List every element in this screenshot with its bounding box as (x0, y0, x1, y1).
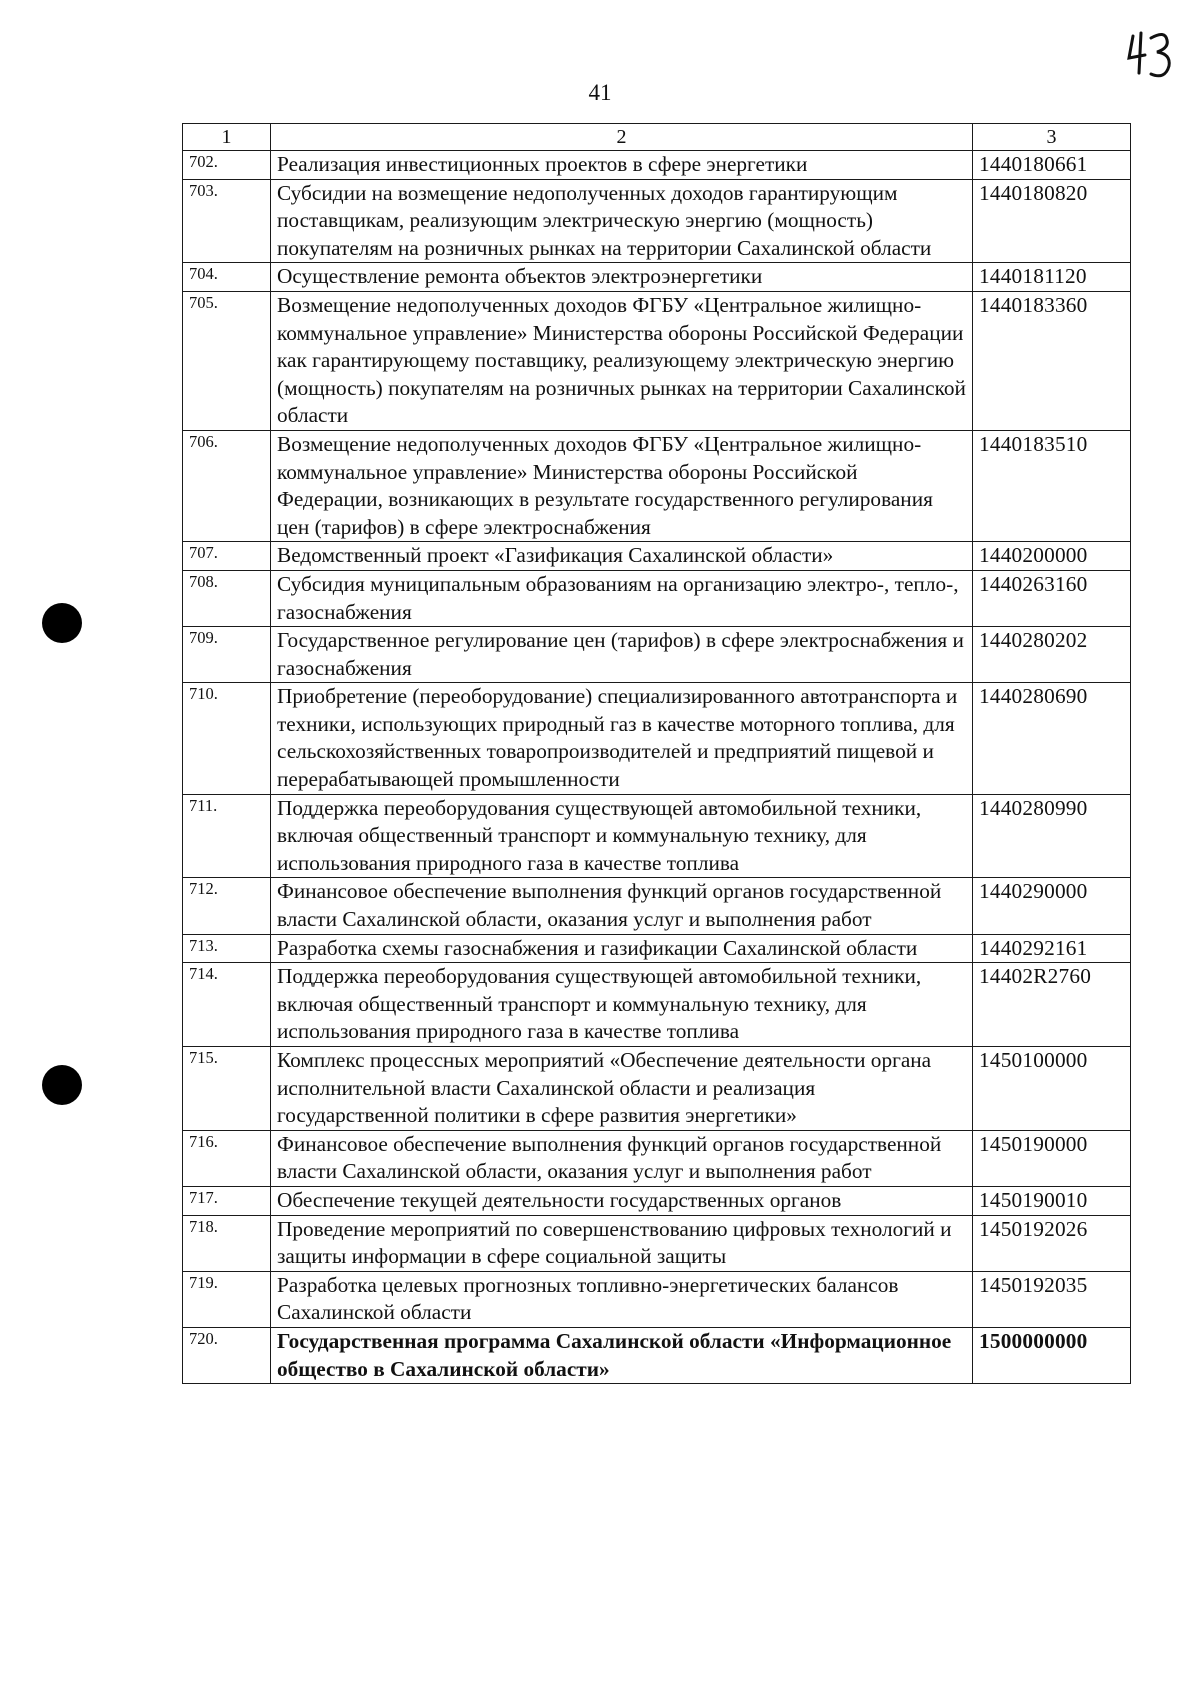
row-code-cell: 1440180820 (973, 179, 1131, 263)
row-number-cell: 715. (183, 1047, 271, 1131)
header-cell-1: 1 (183, 124, 271, 151)
row-number-cell: 706. (183, 430, 271, 541)
row-number-cell: 708. (183, 570, 271, 626)
row-number-cell: 705. (183, 291, 271, 430)
table-row (183, 291, 1131, 430)
table-body (183, 124, 1131, 1384)
row-number-cell: 702. (183, 151, 271, 180)
row-code-cell: 1450190000 (973, 1130, 1131, 1186)
table-header-row (183, 124, 1131, 151)
row-number-cell: 717. (183, 1186, 271, 1215)
row-code-cell: 1500000000 (973, 1327, 1131, 1383)
row-number-cell: 716. (183, 1130, 271, 1186)
row-number-cell: 714. (183, 963, 271, 1047)
row-name-cell: Финансовое обеспечение выполнения функций органов государственной власти Сахалинской области, оказания услуг и выполнения работ (271, 1130, 973, 1186)
row-code-cell: 1440292161 (973, 934, 1131, 963)
table-row (183, 151, 1131, 180)
row-name-cell: Разработка целевых прогнозных топливно-энергетических балансов Сахалинской области (271, 1271, 973, 1327)
row-code-cell: 1440280690 (973, 683, 1131, 794)
row-code-cell: 1440180661 (973, 151, 1131, 180)
table-row (183, 794, 1131, 878)
table-row (183, 1130, 1131, 1186)
row-name-cell: Ведомственный проект «Газификация Сахалинской области» (271, 542, 973, 571)
row-number-cell: 710. (183, 683, 271, 794)
header-cell-3: 3 (973, 124, 1131, 151)
row-code-cell: 1440200000 (973, 542, 1131, 571)
table-row (183, 1186, 1131, 1215)
table-row (183, 179, 1131, 263)
table-row (183, 627, 1131, 683)
table-row (183, 430, 1131, 541)
table-row (183, 963, 1131, 1047)
row-number-cell: 718. (183, 1215, 271, 1271)
row-name-cell: Государственная программа Сахалинской области «Информационное общество в Сахалинской области» (271, 1327, 973, 1383)
handwritten-page-mark (1125, 28, 1175, 88)
row-name-cell: Субсидии на возмещение недополученных доходов гарантирующим поставщикам, реализующим электрическую энергию (мощность) покупателям на розничных рынках на территории Сахалинской области (271, 179, 973, 263)
table-row (183, 878, 1131, 934)
row-name-cell: Реализация инвестиционных проектов в сфере энергетики (271, 151, 973, 180)
row-name-cell: Комплекс процессных мероприятий «Обеспечение деятельности органа исполнительной власти Сахалинской области и реализация государственной политики в сфере развития энергетики» (271, 1047, 973, 1131)
table-row (183, 263, 1131, 292)
row-code-cell: 1440290000 (973, 878, 1131, 934)
row-name-cell: Поддержка переоборудования существующей автомобильной техники, включая общественный транспорт и коммунальную технику, для использования природного газа в качестве топлива (271, 794, 973, 878)
row-code-cell: 1440181120 (973, 263, 1131, 292)
row-code-cell: 1440280202 (973, 627, 1131, 683)
page-number: 41 (588, 80, 612, 105)
row-name-cell: Финансовое обеспечение выполнения функций органов государственной власти Сахалинской области, оказания услуг и выполнения работ (271, 878, 973, 934)
table-row (183, 1047, 1131, 1131)
row-code-cell: 1440183360 (973, 291, 1131, 430)
row-code-cell: 1450192026 (973, 1215, 1131, 1271)
row-name-cell: Возмещение недополученных доходов ФГБУ «Центральное жилищно-коммунальное управление» Министерства обороны Российской Федерации как гарантирующему поставщику, реализующему электрическую энергию (мощность) покупателям на розничных рынках на территории Сахалинской области (271, 291, 973, 430)
row-number-cell: 709. (183, 627, 271, 683)
row-number-cell: 704. (183, 263, 271, 292)
table-row (183, 1215, 1131, 1271)
row-code-cell: 1450100000 (973, 1047, 1131, 1131)
punch-hole (42, 603, 82, 643)
row-name-cell: Проведение мероприятий по совершенствованию цифровых технологий и защиты информации в сфере социальной защиты (271, 1215, 973, 1271)
row-name-cell: Возмещение недополученных доходов ФГБУ «Центральное жилищно-коммунальное управление» Министерства обороны Российской Федерации, возникающих в результате государственного регулирования цен (тарифов) в сфере электроснабжения (271, 430, 973, 541)
row-name-cell: Субсидия муниципальным образованиям на организацию электро-, тепло-, газоснабжения (271, 570, 973, 626)
row-name-cell: Поддержка переоборудования существующей автомобильной техники, включая общественный транспорт и коммунальную технику, для использования природного газа в качестве топлива (271, 963, 973, 1047)
row-name-cell: Осуществление ремонта объектов электроэнергетики (271, 263, 973, 292)
punch-hole (42, 1065, 82, 1105)
table-row (183, 934, 1131, 963)
table-row (183, 1327, 1131, 1383)
row-code-cell: 1450192035 (973, 1271, 1131, 1327)
table-row (183, 542, 1131, 571)
row-code-cell: 1440263160 (973, 570, 1131, 626)
table-row (183, 683, 1131, 794)
row-number-cell: 713. (183, 934, 271, 963)
row-number-cell: 711. (183, 794, 271, 878)
table-row (183, 1271, 1131, 1327)
header-cell-2: 2 (271, 124, 973, 151)
row-name-cell: Обеспечение текущей деятельности государственных органов (271, 1186, 973, 1215)
codes-table (182, 123, 1131, 1384)
row-code-cell: 1450190010 (973, 1186, 1131, 1215)
row-code-cell: 14402R2760 (973, 963, 1131, 1047)
row-name-cell: Приобретение (переоборудование) специализированного автотранспорта и техники, использующих природный газ в качестве моторного топлива, для сельскохозяйственных товаропроизводителей и предприятий пищевой и перерабатывающей промышленности (271, 683, 973, 794)
row-number-cell: 707. (183, 542, 271, 571)
row-name-cell: Государственное регулирование цен (тарифов) в сфере электроснабжения и газоснабжения (271, 627, 973, 683)
row-code-cell: 1440183510 (973, 430, 1131, 541)
table-row (183, 570, 1131, 626)
row-number-cell: 712. (183, 878, 271, 934)
row-number-cell: 703. (183, 179, 271, 263)
row-name-cell: Разработка схемы газоснабжения и газификации Сахалинской области (271, 934, 973, 963)
row-number-cell: 719. (183, 1271, 271, 1327)
row-code-cell: 1440280990 (973, 794, 1131, 878)
row-number-cell: 720. (183, 1327, 271, 1383)
